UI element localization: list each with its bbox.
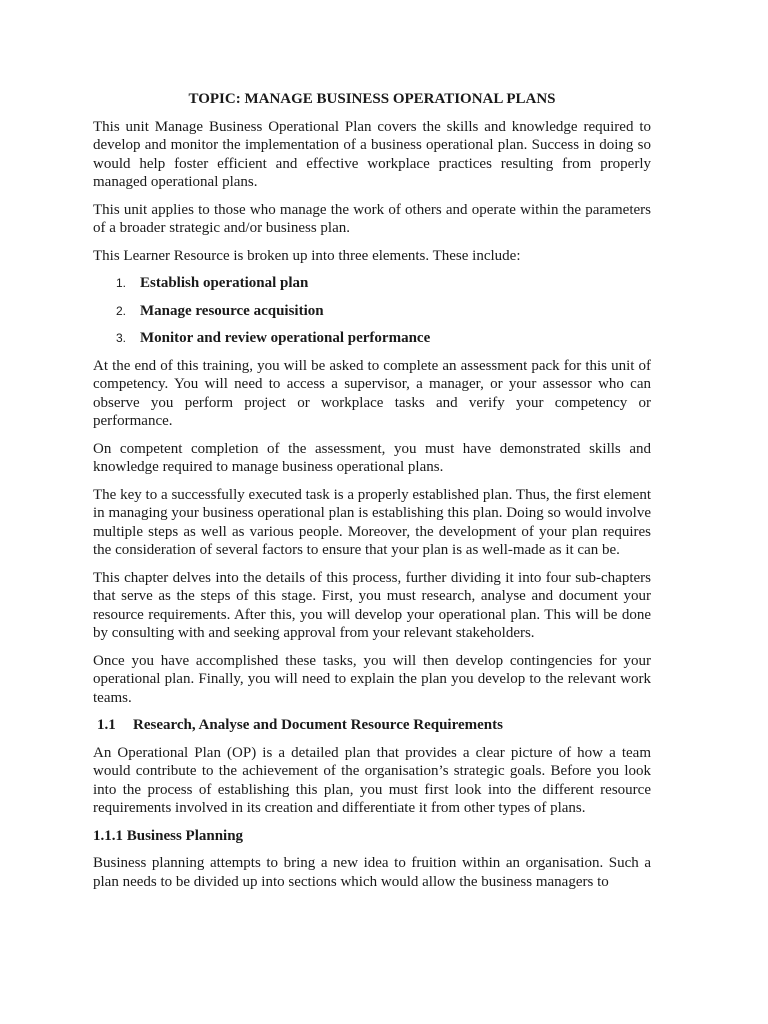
list-item bbox=[116, 302, 651, 321]
body-paragraph-5: Once you have accomplished these tasks, you will then develop contingencies for your operational plan. Finally, you will need to explain the plan you develop to the relevant work teams. bbox=[93, 652, 651, 706]
list-item bbox=[116, 274, 651, 293]
list-item-label: Establish operational plan bbox=[140, 275, 309, 291]
intro-paragraph-3: This Learner Resource is broken up into three elements. These include: bbox=[93, 247, 521, 264]
list-item bbox=[116, 329, 651, 348]
page-title: TOPIC: MANAGE BUSINESS OPERATIONAL PLANS bbox=[188, 91, 556, 107]
list-item-label: Manage resource acquisition bbox=[140, 302, 324, 319]
body-paragraph-1: At the end of this training, you will be asked to complete an assessment pack for this unit of competency. You will need to access a supervisor, a manager, or your assessor who can observe you perform project or workplace tasks and verify your competency or performance. bbox=[93, 357, 651, 429]
list-item-number: 1. bbox=[116, 276, 127, 290]
section-1-1-1-paragraph: Business planning attempts to bring a new idea to fruition within an organisation. Such a plan needs to be divided up into sections which would allow the business managers to bbox=[93, 855, 651, 890]
section-1-1-paragraph: An Operational Plan (OP) is a detailed plan that provides a clear picture of how a team would contribute to the achievement of the organisation’s strategic goals. Before you look into the process of establishing this plan, you must first look into the different resource requirements involved in its creation and differentiate it from other types of plans. bbox=[93, 744, 651, 816]
body-paragraph-2: On competent completion of the assessment, you must have demonstrated skills and knowledge required to manage business operational plans. bbox=[93, 440, 651, 475]
section-heading-1-1-1: 1.1.1 Business Planning bbox=[93, 827, 244, 844]
list-item-label: Monitor and review operational performance bbox=[140, 330, 431, 346]
body-paragraph-3: The key to a successfully executed task is a properly established plan. Thus, the first element in managing your business operational plan is establishing this plan. Doing so would involve multiple steps as well as various people. Moreover, the development of your plan requires the consideration of several factors to ensure that your plan is as well-made as it can be. bbox=[93, 486, 651, 558]
section-heading-1-1 bbox=[97, 716, 651, 735]
list-item-number: 3. bbox=[116, 331, 127, 345]
section-number: 1.1 bbox=[97, 717, 116, 733]
list-item-number: 2. bbox=[116, 303, 127, 318]
elements-list bbox=[93, 274, 651, 348]
document-body bbox=[93, 90, 651, 900]
body-paragraph-4: This chapter delves into the details of this process, further dividing it into four sub-chapters that serve as the steps of this stage. First, you must research, analyse and document your resource requirements. After this, you will develop your operational plan. This will be done by consulting with and seeking approval from your relevant stakeholders. bbox=[93, 569, 651, 641]
intro-paragraph-2: This unit applies to those who manage the work of others and operate within the parameters of a broader strategic and/or business plan. bbox=[93, 201, 651, 236]
intro-paragraph-1: This unit Manage Business Operational Plan covers the skills and knowledge required to develop and monitor the implementation of a business operational plan. Success in doing so would help foster efficient and effective workplace practices resulting from properly managed operational plans. bbox=[93, 118, 651, 190]
section-title: Research, Analyse and Document Resource Requirements bbox=[133, 717, 503, 733]
